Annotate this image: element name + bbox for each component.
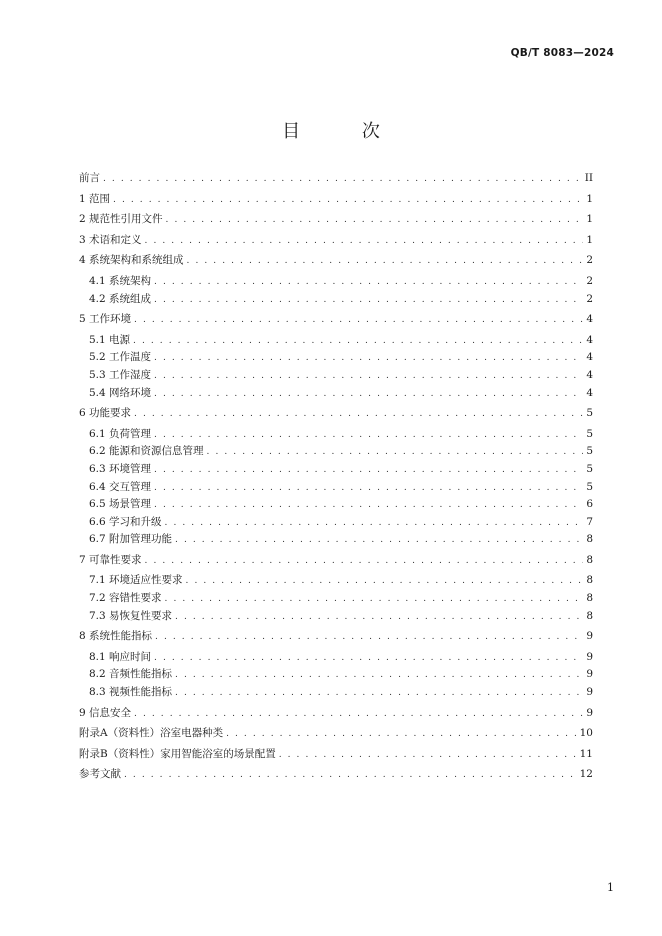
- toc-entry[interactable]: [79, 367, 593, 385]
- toc-leader-dots: [165, 515, 584, 533]
- toc-entry-label: 7 可靠性要求: [79, 553, 142, 566]
- toc-entry-page: 9: [586, 630, 593, 643]
- toc-entry[interactable]: [79, 405, 593, 423]
- toc-entry-page: 8: [586, 553, 593, 566]
- toc-leader-dots: [154, 292, 583, 310]
- toc-entry-label: 4.1 系统架构: [89, 274, 152, 287]
- toc-entry[interactable]: [79, 349, 593, 367]
- toc-entry-page: 4: [586, 351, 593, 364]
- toc-entry-page: 2: [586, 254, 593, 267]
- toc-entry[interactable]: [79, 590, 593, 608]
- toc-entry-page: 7: [586, 515, 593, 528]
- toc-entry-label: 6.5 场景管理: [89, 498, 152, 511]
- toc-entry-label: 7.1 环境适应性要求: [89, 574, 183, 587]
- toc-entry-label: 7.2 容错性要求: [89, 592, 162, 605]
- toc-entry-label: 6.6 学习和升级: [89, 515, 162, 528]
- toc-entry[interactable]: [79, 332, 593, 350]
- toc-entry[interactable]: [79, 232, 593, 250]
- toc-entry-page: 5: [586, 407, 593, 420]
- toc-entry-label: 2 规范性引用文件: [79, 213, 163, 226]
- toc-entry-label: 4 系统架构和系统组成: [79, 254, 184, 267]
- toc-entry-label: 3 术语和定义: [79, 233, 142, 246]
- toc-entry-page: 4: [586, 368, 593, 381]
- toc-entry-page: 9: [586, 686, 593, 699]
- toc-entry-label: 5.4 网络环境: [89, 386, 152, 399]
- toc-entry-label: 前言: [79, 172, 100, 184]
- toc-entry-label: 5.3 工作湿度: [89, 368, 152, 381]
- toc-entry-label: 6.7 附加管理功能: [89, 533, 173, 546]
- toc-entry[interactable]: [79, 531, 593, 549]
- toc-entry-page: 1: [586, 213, 593, 226]
- toc-leader-dots: [165, 591, 584, 609]
- toc-leader-dots: [134, 706, 583, 724]
- toc-entry-label: 9 信息安全: [79, 706, 132, 719]
- toc-entry-label: 附录A（资料性）浴室电器种类: [79, 727, 224, 740]
- toc-entry-page: 11: [579, 747, 593, 760]
- table-of-contents: [79, 170, 593, 784]
- toc-entry[interactable]: [79, 273, 593, 291]
- toc-entry[interactable]: [79, 649, 593, 667]
- toc-leader-dots: [166, 212, 584, 230]
- toc-entry-page: 5: [586, 427, 593, 440]
- toc-entry-page: 5: [586, 445, 593, 458]
- toc-entry-page: 9: [586, 668, 593, 681]
- toc-leader-dots: [175, 685, 583, 703]
- toc-leader-dots: [175, 667, 583, 685]
- toc-entry-label: 6 功能要求: [79, 407, 132, 420]
- toc-leader-dots: [154, 350, 583, 368]
- toc-leader-dots: [134, 312, 583, 330]
- toc-leader-dots: [187, 253, 584, 271]
- toc-entry[interactable]: [79, 766, 593, 784]
- toc-entry[interactable]: [79, 479, 593, 497]
- toc-entry-page: 12: [579, 768, 593, 781]
- toc-entry-label: 6.2 能源和资源信息管理: [89, 445, 204, 458]
- toc-entry[interactable]: [79, 608, 593, 626]
- toc-entry-label: 8.3 视频性能指标: [89, 686, 173, 699]
- toc-entry-label: 6.3 环境管理: [89, 462, 152, 475]
- toc-entry-label: 附录B（资料性）家用智能浴室的场景配置: [79, 747, 276, 760]
- toc-entry-page: 8: [586, 609, 593, 622]
- toc-leader-dots: [154, 427, 583, 445]
- toc-entry-page: 5: [586, 480, 593, 493]
- toc-leader-dots: [154, 368, 583, 386]
- toc-entry-label: 5 工作环境: [79, 313, 132, 326]
- toc-leader-dots: [103, 171, 582, 189]
- toc-leader-dots: [155, 629, 583, 647]
- toc-entry[interactable]: [79, 666, 593, 684]
- toc-entry[interactable]: [79, 170, 593, 188]
- toc-entry[interactable]: [79, 291, 593, 309]
- toc-entry-page: 1: [586, 233, 593, 246]
- toc-leader-dots: [124, 767, 577, 785]
- toc-entry-page: 1: [586, 192, 593, 205]
- toc-leader-dots: [175, 532, 583, 550]
- toc-entry[interactable]: [79, 552, 593, 570]
- toc-entry-page: 4: [586, 333, 593, 346]
- toc-entry-page: 8: [586, 533, 593, 546]
- toc-entry[interactable]: [79, 572, 593, 590]
- toc-leader-dots: [279, 747, 577, 765]
- toc-entry[interactable]: [79, 443, 593, 461]
- toc-leader-dots: [226, 726, 577, 744]
- toc-leader-dots: [154, 497, 583, 515]
- toc-entry-label: 参考文献: [79, 768, 121, 781]
- toc-entry[interactable]: [79, 252, 593, 270]
- toc-entry-label: 7.3 易恢复性要求: [89, 609, 173, 622]
- toc-entry[interactable]: [79, 461, 593, 479]
- toc-leader-dots: [145, 553, 584, 571]
- toc-leader-dots: [186, 573, 584, 591]
- toc-entry[interactable]: [79, 746, 593, 764]
- standard-code: QB/T 8083—2024: [510, 47, 614, 59]
- toc-entry-page: 8: [586, 592, 593, 605]
- toc-entry-page: 9: [586, 650, 593, 663]
- toc-entry-page: 5: [586, 462, 593, 475]
- toc-entry-label: 1 范围: [79, 192, 111, 205]
- toc-entry-page: 9: [586, 706, 593, 719]
- toc-entry[interactable]: [79, 385, 593, 403]
- toc-leader-dots: [154, 274, 583, 292]
- toc-entry-page: 2: [586, 292, 593, 305]
- toc-leader-dots: [134, 406, 583, 424]
- toc-entry[interactable]: [79, 628, 593, 646]
- toc-entry-label: 4.2 系统组成: [89, 292, 152, 305]
- toc-entry-page: II: [584, 172, 593, 184]
- toc-entry-label: 6.1 负荷管理: [89, 427, 152, 440]
- toc-leader-dots: [133, 333, 583, 351]
- toc-entry-label: 8.2 音频性能指标: [89, 668, 173, 681]
- toc-entry[interactable]: [79, 725, 593, 743]
- toc-leader-dots: [175, 609, 583, 627]
- page-number: 1: [607, 881, 614, 894]
- toc-leader-dots: [113, 192, 583, 210]
- toc-entry[interactable]: [79, 191, 593, 209]
- toc-leader-dots: [154, 650, 583, 668]
- toc-entry-page: 4: [586, 386, 593, 399]
- toc-leader-dots: [145, 233, 584, 251]
- toc-entry[interactable]: [79, 311, 593, 329]
- toc-title: 目 次: [282, 121, 408, 142]
- toc-entry-page: 10: [579, 727, 593, 740]
- toc-leader-dots: [154, 480, 583, 498]
- toc-entry[interactable]: [79, 211, 593, 229]
- toc-entry-label: 5.1 电源: [89, 333, 131, 346]
- toc-entry-page: 6: [586, 498, 593, 511]
- toc-entry[interactable]: [79, 496, 593, 514]
- toc-entry[interactable]: [79, 426, 593, 444]
- toc-entry-label: 5.2 工作温度: [89, 351, 152, 364]
- toc-entry-label: 8.1 响应时间: [89, 650, 152, 663]
- toc-leader-dots: [154, 386, 583, 404]
- toc-entry-label: 8 系统性能指标: [79, 630, 153, 643]
- toc-entry-page: 4: [586, 313, 593, 326]
- toc-leader-dots: [207, 444, 584, 462]
- toc-entry[interactable]: [79, 514, 593, 532]
- toc-entry-page: 2: [586, 274, 593, 287]
- toc-entry-page: 8: [586, 574, 593, 587]
- toc-entry[interactable]: [79, 705, 593, 723]
- toc-entry-label: 6.4 交互管理: [89, 480, 152, 493]
- toc-entry[interactable]: [79, 684, 593, 702]
- toc-leader-dots: [154, 462, 583, 480]
